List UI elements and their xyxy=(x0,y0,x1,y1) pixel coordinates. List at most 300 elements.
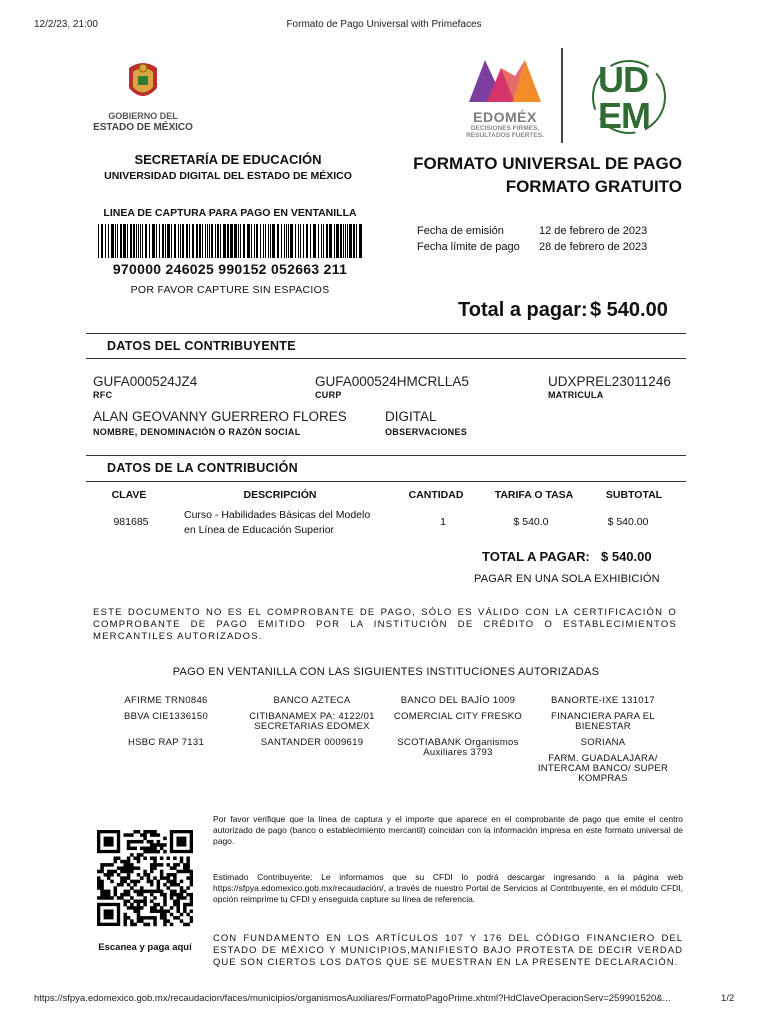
barcode-bar xyxy=(254,224,255,258)
escanea-label: Escanea y paga aquí xyxy=(98,942,192,953)
barcode-bar xyxy=(115,224,116,258)
qr-module xyxy=(163,883,167,887)
qr-module xyxy=(137,840,141,844)
qr-module xyxy=(130,886,134,890)
qr-module xyxy=(173,883,177,887)
qr-module xyxy=(186,856,190,860)
qr-module xyxy=(147,916,151,920)
col-clave: CLAVE xyxy=(111,489,147,501)
instituciones-title: PAGO EN VENTANILLA CON LAS SIGUIENTES INSTITUCIONES AUTORIZADAS xyxy=(172,666,600,678)
edomex-slogan-1: DECISIONES FIRMES, xyxy=(470,125,540,132)
qr-module xyxy=(104,896,108,900)
qr-module xyxy=(130,840,134,844)
barcode-bar xyxy=(334,224,335,258)
qr-module xyxy=(100,880,104,884)
qr-module xyxy=(176,863,180,867)
qr-module xyxy=(143,870,147,874)
barcode-bar xyxy=(234,224,237,258)
barcode-bar xyxy=(313,224,316,258)
barcode-bar xyxy=(98,224,99,258)
qr-module xyxy=(123,913,127,917)
qr-module xyxy=(130,853,134,857)
qr-module xyxy=(167,876,171,880)
qr-module xyxy=(163,900,167,904)
qr-module xyxy=(127,863,131,867)
qr-module xyxy=(104,890,108,894)
qr-module xyxy=(190,883,193,887)
barcode-bar xyxy=(238,224,239,258)
qr-module xyxy=(140,876,144,880)
qr-module xyxy=(133,923,137,927)
qr-module xyxy=(180,880,184,884)
barcode-bar xyxy=(205,224,206,258)
rule-top-contribuyente xyxy=(86,333,686,334)
qr-module xyxy=(143,903,147,907)
coat-of-arms-icon xyxy=(121,58,165,106)
curp-label: CURP xyxy=(315,390,342,400)
linea-captura-label: LINEA DE CAPTURA PARA PAGO EN VENTANILLA xyxy=(103,207,357,219)
qr-module xyxy=(176,896,180,900)
cell-subtotal: $ 540.00 xyxy=(607,516,649,528)
qr-module xyxy=(107,890,111,894)
barcode-bar xyxy=(108,224,109,258)
gobierno-line2: ESTADO DE MÉXICO xyxy=(93,122,193,133)
logo-divider xyxy=(561,48,563,143)
qr-module xyxy=(130,863,134,867)
barcode-bar xyxy=(217,224,219,258)
qr-module xyxy=(127,870,131,874)
qr-module xyxy=(123,893,127,897)
udem-line2: EM xyxy=(598,95,650,136)
qr-module xyxy=(100,870,104,874)
qr-module xyxy=(170,873,174,877)
qr-module xyxy=(163,903,167,907)
contribuyente-title: DATOS DEL CONTRIBUYENTE xyxy=(107,339,296,353)
qr-module xyxy=(100,893,104,897)
qr-module xyxy=(170,880,174,884)
qr-module xyxy=(133,890,137,894)
qr-module xyxy=(180,860,184,864)
edomex-name: EDOMÉX xyxy=(473,109,537,125)
formato-title xyxy=(380,152,682,198)
qr-module xyxy=(133,856,137,860)
qr-module xyxy=(150,850,154,854)
qr-module xyxy=(176,909,180,913)
barcode-bar xyxy=(349,224,352,258)
qr-module xyxy=(160,870,164,874)
qr-module xyxy=(167,863,171,867)
barcode-bar xyxy=(220,224,221,258)
qr-module xyxy=(150,909,154,913)
barcode-bar xyxy=(156,224,157,258)
barcode-bar xyxy=(336,224,339,258)
formato-line2: FORMATO GRATUITO xyxy=(505,177,682,196)
qr-module xyxy=(150,900,154,904)
qr-module xyxy=(150,890,154,894)
qr-module xyxy=(127,840,131,844)
qr-module xyxy=(163,850,167,854)
qr-module xyxy=(150,866,154,870)
qr-module xyxy=(137,893,141,897)
qr-module xyxy=(167,909,171,913)
nombre-label: NOMBRE, DENOMINACIÓN O RAZÓN SOCIAL xyxy=(93,427,301,437)
qr-module xyxy=(117,883,121,887)
barcode-bar xyxy=(323,224,324,258)
qr-module xyxy=(183,923,187,927)
qr-module xyxy=(173,866,177,870)
qr-module xyxy=(190,896,193,900)
qr-module xyxy=(130,919,134,923)
qr-module xyxy=(147,890,151,894)
bank-bajio: BANCO DEL BAJÍO 1009 xyxy=(400,695,516,706)
cell-clave: 981685 xyxy=(113,516,149,528)
qr-module xyxy=(160,856,164,860)
barcode-bar xyxy=(159,224,160,258)
barcode-bar xyxy=(223,224,226,258)
barcode-bar xyxy=(318,224,319,258)
qr-module xyxy=(123,880,127,884)
barcode-bar xyxy=(310,224,311,258)
qr-module xyxy=(167,856,171,860)
qr-module xyxy=(140,906,144,910)
edomex-m-icon xyxy=(465,56,545,104)
sola-exhibicion: PAGAR EN UNA SOLA EXHIBICIÓN xyxy=(474,573,660,585)
matricula-label: MATRICULA xyxy=(548,390,604,400)
qr-module xyxy=(127,893,131,897)
qr-module xyxy=(176,900,180,904)
barcode-bar xyxy=(127,224,128,258)
qr-module xyxy=(190,919,193,923)
qr-module xyxy=(190,900,193,904)
qr-module xyxy=(180,870,184,874)
verificacion-paragraph: Por favor verifique que la línea de captura y el importe que aparece en el comprobante de pago que emite el centro autorizado de pago (banco o establecimiento mercantil) coincidan con la información impresa en este formato universal de pago. xyxy=(213,814,683,846)
qr-module xyxy=(150,916,154,920)
qr-module xyxy=(190,903,193,907)
barcode-bar xyxy=(251,224,252,258)
qr-module xyxy=(110,863,114,867)
disclaimer: ESTE DOCUMENTO NO ES EL COMPROBANTE DE PAGO, SÓLO ES VÁLIDO CON LA CERTIFICACIÓN O COMPROBANTE DE PAGO EMITIDO POR LA INSTITUCIÓN DE CRÉDITO O ESTABLECIMIENTOS MERCANTILES AUTORIZADOS. xyxy=(93,607,677,642)
qr-module xyxy=(140,893,144,897)
qr-module xyxy=(133,866,137,870)
curp-value: GUFA000524HMCRLLA5 xyxy=(315,374,469,389)
qr-module xyxy=(150,847,154,851)
barcode-bar xyxy=(120,224,122,258)
barcode-bar xyxy=(209,224,210,258)
qr-module xyxy=(176,870,180,874)
qr-module xyxy=(183,896,187,900)
emision-value: 12 de febrero de 2023 xyxy=(539,225,648,237)
barcode-bar xyxy=(199,224,201,258)
barcode-bar xyxy=(270,224,271,258)
barcode-bar xyxy=(174,224,176,258)
qr-module xyxy=(157,883,161,887)
qr-module xyxy=(153,847,157,851)
qr-module xyxy=(120,866,124,870)
qr-module xyxy=(153,860,157,864)
qr-module xyxy=(123,833,127,837)
qr-module xyxy=(163,837,167,841)
barcode-bar xyxy=(162,224,164,258)
barcode-bar xyxy=(347,224,348,258)
col-tarifa: TARIFA O TASA xyxy=(494,489,574,501)
qr-module xyxy=(183,890,187,894)
qr-module xyxy=(186,913,190,917)
barcode-bar xyxy=(281,224,282,258)
qr-module xyxy=(173,900,177,904)
qr-module xyxy=(186,903,190,907)
qr-module xyxy=(153,890,157,894)
qr-module xyxy=(153,830,157,834)
qr-module xyxy=(186,866,190,870)
qr-module xyxy=(123,900,127,904)
qr-module xyxy=(160,913,164,917)
matricula-value: UDXPREL23011246 xyxy=(548,374,671,389)
qr-module xyxy=(173,893,177,897)
barcode-bar xyxy=(105,224,106,258)
qr-module xyxy=(127,866,131,870)
bank-banorte: BANORTE-IXE 131017 xyxy=(551,695,655,706)
qr-module xyxy=(117,856,121,860)
barcode-bar xyxy=(247,224,250,258)
qr-module xyxy=(183,903,187,907)
barcode-bar xyxy=(265,224,266,258)
qr-module xyxy=(167,873,171,877)
qr-module xyxy=(133,900,137,904)
qr-module xyxy=(147,873,151,877)
qr-module xyxy=(120,883,124,887)
qr-module xyxy=(163,919,167,923)
qr-module xyxy=(150,870,154,874)
qr-module xyxy=(100,890,104,894)
qr-module xyxy=(130,880,134,884)
edomex-logo xyxy=(464,56,546,139)
qr-module xyxy=(150,840,154,844)
gobierno-line1: GOBIERNO DEL xyxy=(108,111,178,121)
total-label: Total a pagar: xyxy=(458,299,588,321)
qr-module xyxy=(183,909,187,913)
qr-module xyxy=(120,896,124,900)
qr-module xyxy=(163,909,167,913)
qr-module xyxy=(170,906,174,910)
qr-module xyxy=(137,873,141,877)
qr-module xyxy=(143,923,147,927)
qr-module xyxy=(157,886,161,890)
qr-module xyxy=(127,890,131,894)
qr-module xyxy=(173,916,177,920)
barcode-bar xyxy=(133,224,135,258)
qr-module xyxy=(130,866,134,870)
barcode-bar xyxy=(130,224,132,258)
barcode-bar xyxy=(263,224,264,258)
cfdi-paragraph: Estimado Contribuyente: Le informamos que su CFDI lo podrá descargar ingresando a la página web https://sfpya.edomexico.gob.mx/recaudación/, a través de nuestro Portal de Servicios al Contribuyente, en el módulo CFDI, opción reimprime tu CFDI y enseguida capture su línea de referencia. xyxy=(213,872,683,904)
nombre-value: ALAN GEOVANNY GUERRERO FLORES xyxy=(93,409,347,424)
qr-module xyxy=(176,916,180,920)
qr-module xyxy=(173,903,177,907)
barcode-bar xyxy=(186,224,188,258)
bank-scotiabank: SCOTIABANK Organismos Auxiliares 3793 xyxy=(397,737,519,758)
qr-module xyxy=(163,893,167,897)
barcode-bar xyxy=(149,224,150,258)
barcode-bar xyxy=(207,224,208,258)
qr-module xyxy=(173,863,177,867)
observaciones-label: OBSERVACIONES xyxy=(385,427,468,437)
print-url[interactable]: https://sfpya.edomexico.gob.mx/recaudacion/faces/municipios/organismosAuxiliares/FormatoPagoPrime.xhtml?HdClaveOperacionServ=259901520&... xyxy=(34,993,671,1004)
barcode-bar xyxy=(359,224,362,258)
qr-module xyxy=(163,843,167,847)
cell-tarifa: $ 540.0 xyxy=(513,516,549,528)
qr-code[interactable] xyxy=(97,830,193,928)
barcode-bar xyxy=(300,224,301,258)
barcode-bar xyxy=(272,224,275,258)
qr-module xyxy=(137,916,141,920)
qr-module xyxy=(153,903,157,907)
qr-module xyxy=(137,913,141,917)
qr-module xyxy=(183,866,187,870)
qr-module xyxy=(123,916,127,920)
qr-module xyxy=(150,843,154,847)
qr-module xyxy=(143,830,147,834)
qr-module xyxy=(133,840,137,844)
qr-module xyxy=(140,853,144,857)
qr-module xyxy=(104,873,108,877)
barcode-bar xyxy=(202,224,203,258)
qr-module xyxy=(160,909,164,913)
secretaria-title: SECRETARÍA DE EDUCACIÓN xyxy=(134,152,322,167)
qr-module xyxy=(130,870,134,874)
barcode-bar xyxy=(260,224,261,258)
qr-module xyxy=(97,886,101,890)
barcode-bar xyxy=(171,224,172,258)
qr-module xyxy=(137,853,141,857)
qr-module xyxy=(133,909,137,913)
qr-module xyxy=(170,923,174,927)
qr-module xyxy=(104,863,108,867)
barcode-bar xyxy=(165,224,166,258)
barcode-bar xyxy=(140,224,141,258)
qr-module xyxy=(130,923,134,927)
qr-module xyxy=(114,860,118,864)
qr-module xyxy=(117,896,121,900)
qr-module xyxy=(123,923,127,927)
qr-module xyxy=(167,919,171,923)
qr-module xyxy=(127,860,131,864)
qr-module xyxy=(183,870,187,874)
qr-module xyxy=(117,873,121,877)
qr-module xyxy=(97,883,101,887)
bank-soriana: SORIANA xyxy=(580,737,626,748)
qr-module xyxy=(186,860,190,864)
qr-module xyxy=(157,850,161,854)
qr-module xyxy=(147,840,151,844)
qr-module xyxy=(180,893,184,897)
total-pagar-label: TOTAL A PAGAR: xyxy=(482,549,590,564)
qr-module xyxy=(123,860,127,864)
descripcion-line2: en Línea de Educación Superior xyxy=(184,524,335,536)
qr-module xyxy=(153,909,157,913)
qr-module xyxy=(127,833,131,837)
barcode-bar xyxy=(303,224,304,258)
qr-module xyxy=(180,856,184,860)
barcode-bar xyxy=(345,224,346,258)
gobierno-logo xyxy=(88,58,198,134)
qr-module xyxy=(150,830,154,834)
qr-module xyxy=(186,886,190,890)
bank-financiera-bienestar: FINANCIERA PARA EL BIENESTAR xyxy=(551,711,655,732)
qr-module xyxy=(137,866,141,870)
barcode-bar xyxy=(230,224,233,258)
print-datetime: 12/2/23, 21:00 xyxy=(34,19,98,30)
qr-module xyxy=(160,876,164,880)
qr-module xyxy=(137,919,141,923)
qr-module xyxy=(160,843,164,847)
qr-module xyxy=(114,856,118,860)
barcode-bar xyxy=(138,224,139,258)
qr-module xyxy=(180,890,184,894)
universidad-title: UNIVERSIDAD DIGITAL DEL ESTADO DE MÉXICO xyxy=(104,170,352,182)
qr-module xyxy=(114,886,118,890)
qr-module xyxy=(173,880,177,884)
qr-module xyxy=(153,856,157,860)
qr-module xyxy=(173,876,177,880)
qr-module xyxy=(107,873,111,877)
qr-module xyxy=(150,906,154,910)
rfc-value: GUFA000524JZ4 xyxy=(93,374,198,389)
qr-module xyxy=(114,890,118,894)
qr-module xyxy=(153,850,157,854)
barcode-bar xyxy=(227,224,229,258)
qr-module xyxy=(140,886,144,890)
qr-module xyxy=(143,890,147,894)
qr-module xyxy=(143,847,147,851)
qr-module xyxy=(140,833,144,837)
barcode-bar xyxy=(290,224,293,258)
barcode-bar xyxy=(340,224,342,258)
qr-module xyxy=(150,833,154,837)
qr-module xyxy=(147,847,151,851)
bank-bbva: BBVA CIE1336150 xyxy=(123,711,209,722)
qr-module xyxy=(123,876,127,880)
qr-module xyxy=(100,866,104,870)
barcode-bar xyxy=(215,224,216,258)
qr-module xyxy=(97,876,101,880)
qr-module xyxy=(186,893,190,897)
rfc-label: RFC xyxy=(93,390,113,400)
qr-module xyxy=(100,863,104,867)
rule-bottom-contribuyente xyxy=(86,358,686,359)
qr-module xyxy=(137,903,141,907)
linea-captura-number: 970000 246025 990152 052663 211 xyxy=(112,261,348,277)
qr-module xyxy=(97,896,101,900)
qr-finder-pattern xyxy=(176,837,186,847)
qr-module xyxy=(153,863,157,867)
qr-module xyxy=(173,890,177,894)
qr-module xyxy=(180,919,184,923)
qr-module xyxy=(180,896,184,900)
barcode-bar xyxy=(243,224,245,258)
qr-module xyxy=(153,876,157,880)
barcode-bar xyxy=(182,224,184,258)
qr-module xyxy=(180,913,184,917)
qr-module xyxy=(97,880,101,884)
qr-module xyxy=(157,909,161,913)
qr-module xyxy=(160,916,164,920)
qr-module xyxy=(143,916,147,920)
cell-cantidad: 1 xyxy=(440,516,446,528)
qr-module xyxy=(97,870,101,874)
barcode-bar xyxy=(101,224,103,258)
qr-module xyxy=(163,896,167,900)
qr-module xyxy=(130,903,134,907)
